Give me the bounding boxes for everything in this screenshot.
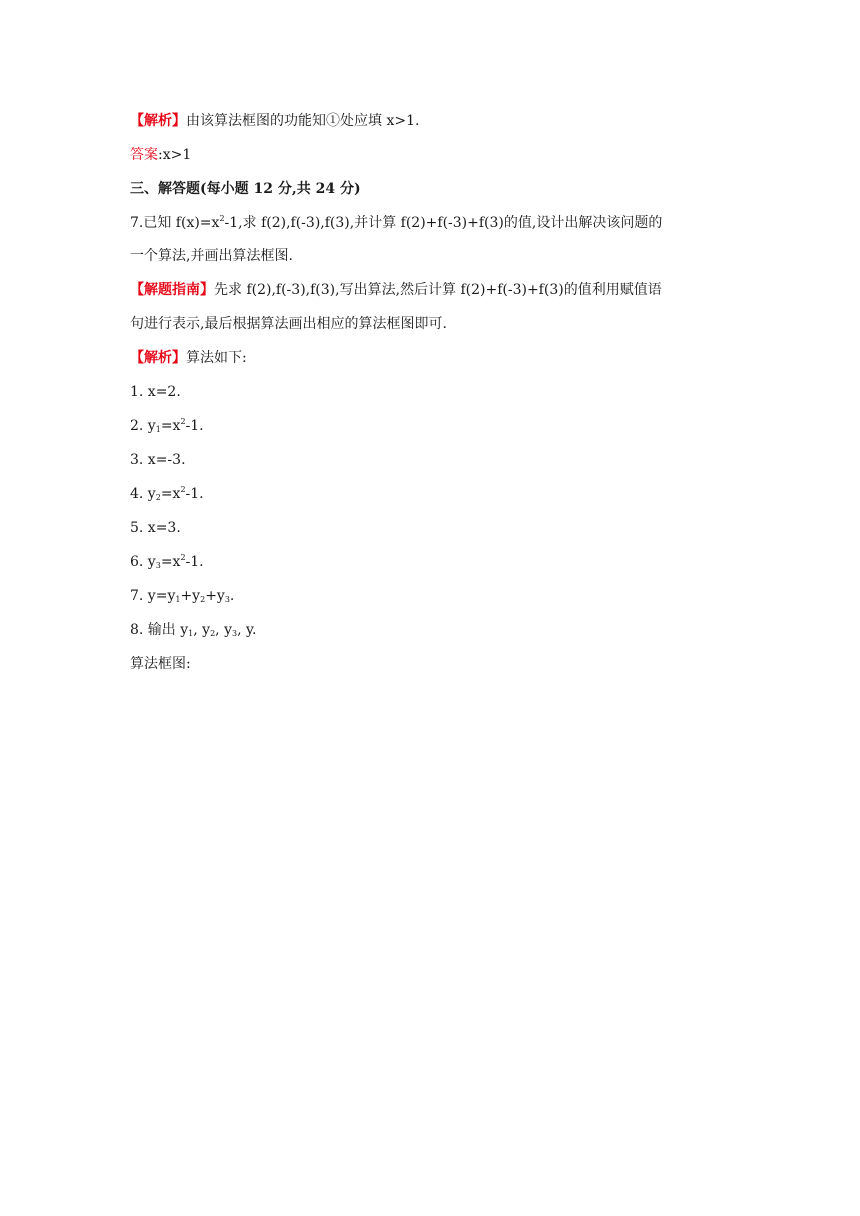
exponent: 2 <box>180 485 186 494</box>
step-text: , y <box>215 622 232 638</box>
step-text: -1. <box>185 554 204 570</box>
subscript: 1 <box>175 595 181 604</box>
step-text: +y <box>180 588 201 604</box>
step-4 <box>130 484 204 504</box>
step-text: 2. y <box>130 418 156 434</box>
guide-text-1: 先求 f(2),f(-3),f(3),写出算法,然后计算 f(2)+f(-3)+f(3)的值利用赋值语 <box>214 282 662 298</box>
step-text: , y. <box>237 622 257 638</box>
subscript: 3 <box>224 595 230 604</box>
step-text: =x <box>160 554 181 570</box>
guide-line1 <box>130 280 662 300</box>
step-text: 7. y=y <box>130 588 176 604</box>
step-text: 6. y <box>130 554 156 570</box>
guide-line2: 句进行表示,最后根据算法画出相应的算法框图即可. <box>130 316 447 332</box>
problem7-line1 <box>130 213 662 233</box>
analysis-tag: 【解析】 <box>130 350 186 366</box>
subscript: 3 <box>231 629 238 638</box>
step-7 <box>130 586 234 606</box>
step-text: +y <box>205 588 225 604</box>
guide-tag: 【解题指南】 <box>130 282 214 298</box>
step-6 <box>130 552 204 572</box>
step-text: =x <box>160 486 181 502</box>
problem7-text-b: -1,求 f(2),f(-3),f(3),并计算 f(2)+f(-3)+f(3)的值,设计出解决该问题的 <box>224 215 663 231</box>
step-3: 3. x=-3. <box>130 452 186 468</box>
problem7-line2: 一个算法,并画出算法框图. <box>130 248 293 264</box>
step-8 <box>130 620 256 640</box>
analysis-text: 由该算法框图的功能知①处应填 x>1. <box>186 113 420 129</box>
step-text: =x <box>160 418 181 434</box>
exponent: 2 <box>180 417 186 426</box>
analysis-text: 算法如下: <box>186 350 247 366</box>
step-text: 4. y <box>130 486 156 502</box>
answer-line <box>130 145 191 165</box>
subscript: 2 <box>200 595 206 604</box>
exponent: 2 <box>219 214 225 223</box>
step-text: , y <box>193 622 211 638</box>
flowchart-label: 算法框图: <box>130 656 191 672</box>
exponent: 2 <box>180 553 186 562</box>
step-2 <box>130 416 204 436</box>
step-text: -1. <box>185 486 204 502</box>
subscript: 2 <box>210 629 216 638</box>
step-5: 5. x=3. <box>130 520 181 536</box>
subscript: 1 <box>155 425 161 434</box>
subscript: 1 <box>188 629 194 638</box>
answer-label: 答案 <box>130 147 158 163</box>
analysis-line <box>130 348 247 368</box>
step-text: -1. <box>185 418 204 434</box>
section-heading: 三、解答题(每小题 12 分,共 24 分) <box>130 181 361 197</box>
step-1: 1. x=2. <box>130 384 181 400</box>
step-text: 8. 输出 y <box>130 622 189 638</box>
analysis-prev-line <box>130 111 419 131</box>
problem7-text-a: 7.已知 f(x)=x <box>130 215 220 231</box>
subscript: 3 <box>155 561 161 570</box>
step-text: . <box>229 588 235 604</box>
subscript: 2 <box>155 493 161 502</box>
analysis-tag: 【解析】 <box>130 113 186 129</box>
answer-text: :x>1 <box>158 147 192 163</box>
